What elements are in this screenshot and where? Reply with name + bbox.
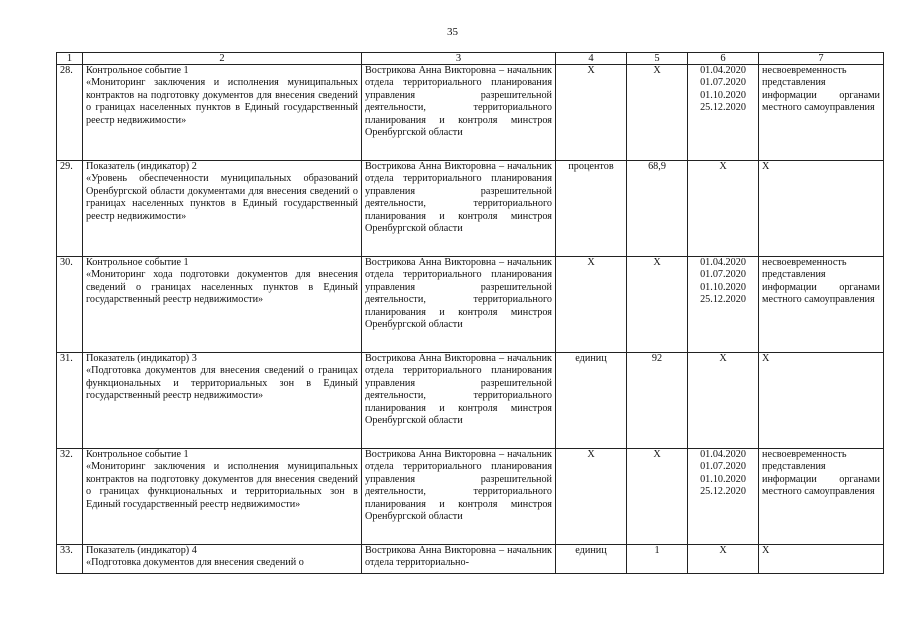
table-row: [57, 545, 884, 574]
event-title: Контрольное событие 1: [86, 257, 189, 268]
event-description-cell: [83, 161, 362, 257]
date-value: 01.10.2020: [700, 89, 746, 101]
responsible-person-cell: Вострикова Анна Викторовна – начальник отдела территориально-: [362, 545, 556, 574]
responsible-person-cell: Вострикова Анна Викторовна – начальник отдела территориального планирования управления разрешительной деятельности, территориального планирования и контроля минстроя Оренбургской области: [362, 65, 556, 161]
column-header: 4: [556, 53, 627, 65]
date-value: 01.04.2020: [700, 257, 746, 268]
document-table: [56, 52, 884, 574]
unit-cell: X: [556, 449, 627, 545]
event-description-cell: [83, 449, 362, 545]
unit-cell: X: [556, 257, 627, 353]
value-cell: X: [627, 449, 688, 545]
event-description: «Подготовка документов для внесения сведений о границах функциональных и территориальных зон в Единый государственный реестр недвижимости»: [86, 365, 358, 402]
table-body: [57, 65, 884, 574]
dates-cell: [688, 65, 759, 161]
row-number-cell: 29.: [57, 161, 83, 257]
event-title: Показатель (индикатор) 3: [86, 353, 197, 364]
unit-cell: X: [556, 65, 627, 161]
date-value: 01.04.2020: [700, 65, 746, 76]
table-header-row: [57, 53, 884, 65]
event-title: Контрольное событие 1: [86, 65, 189, 76]
risk-cell: X: [759, 353, 884, 449]
event-title: Показатель (индикатор) 4: [86, 545, 197, 556]
responsible-person-cell: Вострикова Анна Викторовна – начальник отдела территориального планирования управления разрешительной деятельности, территориального планирования и контроля минстроя Оренбургской области: [362, 161, 556, 257]
table-row: [57, 449, 884, 545]
value-cell: X: [627, 65, 688, 161]
risk-cell: X: [759, 545, 884, 574]
dates-cell: [688, 449, 759, 545]
row-number-cell: 28.: [57, 65, 83, 161]
column-header: 1: [57, 53, 83, 65]
date-value: 01.10.2020: [700, 281, 746, 293]
event-description-cell: [83, 545, 362, 574]
row-number-cell: 31.: [57, 353, 83, 449]
date-value: X: [719, 545, 727, 556]
row-number-cell: 30.: [57, 257, 83, 353]
date-value: 25.12.2020: [700, 102, 746, 114]
event-description-cell: [83, 65, 362, 161]
dates-cell: [688, 257, 759, 353]
responsible-person-cell: Вострикова Анна Викторовна – начальник отдела территориального планирования управления разрешительной деятельности, территориального планирования и контроля минстроя Оренбургской области: [362, 353, 556, 449]
event-description: «Мониторинг хода подготовки документов для внесения сведений о границах населенных пунктов в Единый государственный реестр недвижимости»: [86, 269, 358, 306]
value-cell: 1: [627, 545, 688, 574]
date-value: X: [719, 353, 727, 364]
page-number: 35: [447, 26, 458, 38]
event-description: «Подготовка документов для внесения сведений о: [86, 557, 304, 569]
table-row: [57, 65, 884, 161]
responsible-person-cell: Вострикова Анна Викторовна – начальник отдела территориального планирования управления разрешительной деятельности, территориального планирования и контроля минстроя Оренбургской области: [362, 449, 556, 545]
risk-cell: несвоевременность представления информации органами местного самоуправления: [759, 449, 884, 545]
unit-cell: процентов: [556, 161, 627, 257]
risk-cell: X: [759, 161, 884, 257]
date-value: 25.12.2020: [700, 294, 746, 306]
column-header: 7: [759, 53, 884, 65]
table-row: [57, 257, 884, 353]
value-cell: X: [627, 257, 688, 353]
event-description-cell: [83, 257, 362, 353]
date-value: 25.12.2020: [700, 486, 746, 498]
unit-cell: единиц: [556, 545, 627, 574]
column-header: 2: [83, 53, 362, 65]
event-description-cell: [83, 353, 362, 449]
date-value: 01.10.2020: [700, 473, 746, 485]
event-description: «Уровень обеспеченности муниципальных образований Оренбургской области документами для внесения сведений о границах населенных пунктов в Единый государственный реестр недвижимости»: [86, 173, 358, 222]
value-cell: 92: [627, 353, 688, 449]
risk-cell: несвоевременность представления информации органами местного самоуправления: [759, 65, 884, 161]
event-title: Показатель (индикатор) 2: [86, 161, 197, 172]
column-header: 3: [362, 53, 556, 65]
event-description: «Мониторинг заключения и исполнения муниципальных контрактов на подготовку документов для внесения сведений о границах функциональных и территориальных зон в Единый государственный реестр недвижимости»: [86, 461, 358, 510]
event-title: Контрольное событие 1: [86, 449, 189, 460]
event-description: «Мониторинг заключения и исполнения муниципальных контрактов на подготовку документов для внесения сведений о границах населенных пунктов в Единый государственный реестр недвижимости»: [86, 77, 358, 126]
date-value: 01.04.2020: [700, 449, 746, 460]
row-number-cell: 32.: [57, 449, 83, 545]
date-value: 01.07.2020: [700, 77, 746, 89]
table-row: [57, 353, 884, 449]
table-row: [57, 161, 884, 257]
dates-cell: [688, 161, 759, 257]
dates-cell: [688, 353, 759, 449]
risk-cell: несвоевременность представления информации органами местного самоуправления: [759, 257, 884, 353]
dates-cell: [688, 545, 759, 574]
column-header: 6: [688, 53, 759, 65]
column-header: 5: [627, 53, 688, 65]
date-value: X: [719, 161, 727, 172]
row-number-cell: 33.: [57, 545, 83, 574]
date-value: 01.07.2020: [700, 269, 746, 281]
unit-cell: единиц: [556, 353, 627, 449]
date-value: 01.07.2020: [700, 461, 746, 473]
value-cell: 68,9: [627, 161, 688, 257]
responsible-person-cell: Вострикова Анна Викторовна – начальник отдела территориального планирования управления разрешительной деятельности, территориального планирования и контроля минстроя Оренбургской области: [362, 257, 556, 353]
